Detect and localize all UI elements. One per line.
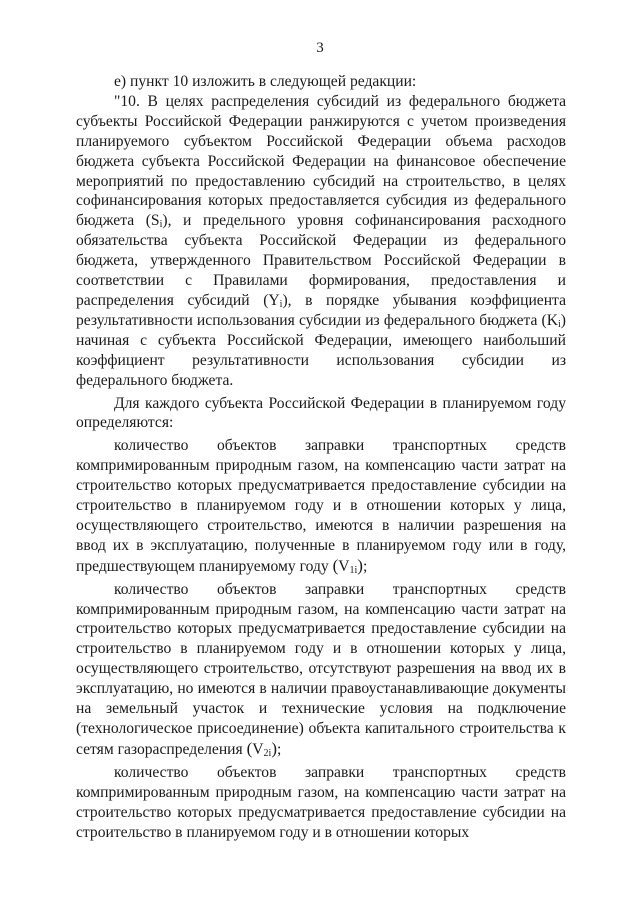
list-item-v1	[76, 436, 566, 576]
list-item-v2-text: количество объектов заправки транспортных средств компримированным природным газом, на компенсацию части затрат на строительство которых предусматривается предоставление субсидии на строительство в планируемом году и в отношении которых у лица, осуществляющего строительство, отсутствуют разрешения на ввод их в эксплуатацию, но имеются в наличии правоустанавливающие документы на земельный участок и технические условия на подключение (технологическое присоединение) объекта капитального строительства к сетям газораспределения	[76, 580, 566, 758]
symbol-v1: $(V_{1i})$;	[332, 555, 368, 576]
subscript-k-i: i	[558, 318, 561, 330]
page-number: 3	[316, 40, 324, 56]
paragraph-10-part-3: ), в порядке убывания коэффициента результативности использования субсидии из федерального бюджета (K	[76, 291, 566, 329]
intro-paragraph: е) пункт 10 изложить в следующей редакции:	[114, 73, 417, 90]
symbol-v2-subscript: 2i	[263, 747, 272, 759]
paragraph-10-part-2: ), и предельного уровня софинансирования расходного обязательства субъекта Российской Федерации из федерального бюджета, утвержденного Правительством Российской Федерации в соответствии с Правилами формирования, предоставления и распределения субсидий (Y	[76, 212, 566, 309]
subscript-s-i: i	[159, 219, 163, 231]
subjects-paragraph: Для каждого субъекта Российской Федерации в планируемом году определяются:	[76, 394, 566, 432]
document-body	[76, 72, 566, 842]
list-item-v3: количество объектов заправки транспортных средств компримированным природным газом, на компенсацию части затрат на строительство которых предусматривается предоставление субсидии на строительство в планируемом году и в отношении которых	[76, 763, 566, 841]
subscript-y-i: i	[279, 298, 283, 310]
paragraph-10	[76, 92, 566, 391]
paragraph-10-part-1: "10. В целях распределения субсидий из федерального бюджета субъекты Российской Федерации ранжируются с учетом произведения планируемого субъектом Российской Федерации объема расходов бюджета субъекта Российской Федерации на финансовое обеспечение мероприятий по предоставлению субсидий на строительство, в целях софинансирования которых предоставляется субсидия из федерального бюджета (S	[76, 92, 566, 230]
symbol-v1-end: ;	[362, 557, 368, 575]
symbol-v2-end: ;	[276, 740, 282, 758]
list-item-v2	[76, 580, 566, 760]
paragraph-10-part-4: ) начиная с субъекта Российской Федерации, имеющего наибольший коэффициент результативности использования субсидии из федерального бюджета.	[76, 311, 566, 389]
list-item-v1-text: количество объектов заправки транспортных средств компримированным природным газом, на компенсацию части затрат на строительство которых предусматривается предоставление субсидии на строительство в планируемом году и в отношении которых у лица, осуществляющего строительство, имеются в наличии разрешения на ввод их в эксплуатацию, полученные в планируемом году или в году, предшествующем планируемому году	[76, 437, 566, 575]
symbol-v1-letter: V	[338, 557, 350, 575]
symbol-v2-letter: V	[252, 740, 264, 758]
symbol-v1-subscript: 1i	[349, 564, 358, 576]
symbol-v2: $(V_{2i})$;	[246, 738, 282, 759]
